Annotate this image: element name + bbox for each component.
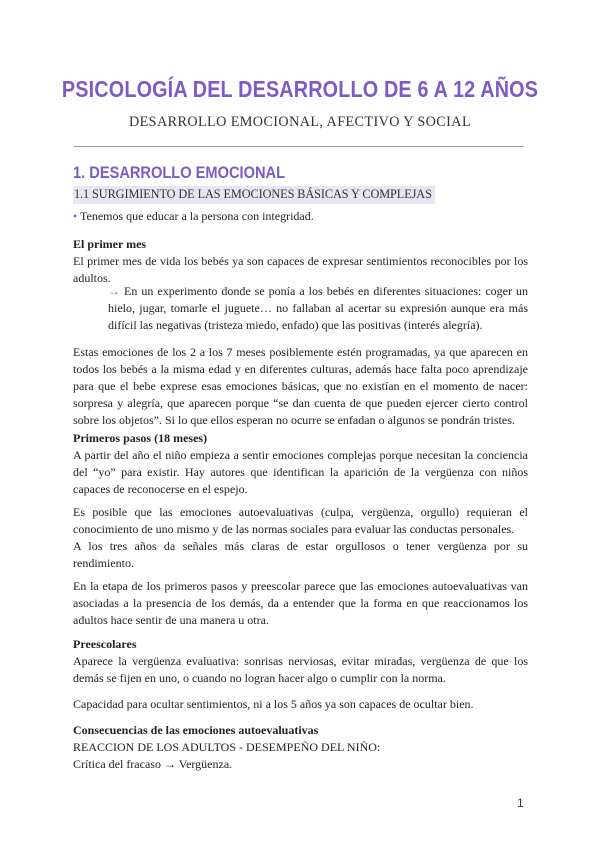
page-subtitle: DESARROLLO EMOCIONAL, AFECTIVO Y SOCIAL — [128, 114, 472, 130]
emociones-line: todos los bebés a la misma edad y en diferentes culturas, además hace falta poco aprendizaje — [73, 362, 528, 376]
autoevaluativas-line: Es posible que las emociones autoevaluativas (culpa, vergüenza, orgullo) requieran el — [73, 505, 528, 519]
section-heading: 1. DESARROLLO EMOCIONAL — [73, 163, 286, 182]
primeros-pasos-line: del “yo” para existir. Hay autores que identifican la aparición de la vergüenza con niños — [73, 465, 528, 479]
consecuencias-section — [73, 722, 528, 773]
capacidad-line: Capacidad para ocultar sentimientos, ni a los 5 años ya son capaces de ocultar bien. — [73, 697, 474, 711]
emociones-line: sorpresa y alegría, que aparecen porque “se dan cuenta de que pueden ejercer cierto control — [73, 396, 528, 410]
emociones-line: Estas emociones de los 2 a los 7 meses posiblemente estén programadas, ya que aparecen en — [73, 345, 528, 359]
experiment-line: hielo, jugar, tomarle el juguete… no fallaban al acertar su expresión aunque era más — [108, 301, 528, 315]
primeros-pasos-heading: Primeros pasos (18 meses) — [73, 431, 208, 445]
emociones-line: para que el bebe exprese esas emociones básicas, que no existían en el momento de nacer: — [73, 379, 528, 393]
autoevaluativas-paragraph — [73, 504, 528, 572]
primer-mes-line: adultos. — [73, 271, 111, 285]
subsection-heading: 1.1 SURGIMIENTO DE LAS EMOCIONES BÁSICAS Y COMPLEJAS — [73, 186, 435, 204]
critica-line: Crítica del fracaso → Vergüenza. — [73, 757, 233, 771]
primeros-pasos-line: capaces de reconocerse en el espejo. — [73, 482, 248, 496]
preescolar-paragraph — [73, 578, 528, 629]
autoevaluativas-line: A los tres años da señales más claras de estar orgullosos o tener vergüenza por su — [73, 539, 528, 553]
bullet-paragraph — [73, 208, 528, 225]
emociones-paragraph — [73, 344, 528, 429]
preescolar-line: En la etapa de los primeros pasos y preescolar parece que las emociones autoevaluativas van — [73, 579, 528, 593]
page-title: PSICOLOGÍA DEL DESARROLLO DE 6 A 12 AÑOS — [61, 76, 539, 102]
primer-mes-line: El primer mes de vida los bebés ya son capaces de expresar sentimientos reconocibles por los — [73, 254, 528, 268]
preescolares-line: Aparece la vergüenza evaluativa: sonrisas nerviosas, evitar miradas, vergüenza de que los — [73, 654, 528, 668]
bullet-text: Tenemos que educar a la persona con integridad. — [80, 209, 314, 223]
bullet-icon: • — [73, 209, 78, 223]
arrow-icon: → — [108, 284, 120, 298]
primer-mes-section — [73, 236, 528, 287]
experiment-line: En un experimento donde se ponía a los bebés en diferentes situaciones: coger un — [124, 284, 528, 298]
page-number: 1 — [517, 796, 524, 810]
autoevaluativas-line: conocimiento de uno mismo y de las normas sociales para evaluar las conductas personales. — [73, 522, 515, 536]
experiment-line: difícil las negativas (tristeza miedo, enfado) que las positivas (interés alegría). — [108, 318, 483, 332]
preescolares-section — [73, 636, 528, 687]
preescolares-line: demás se fijen en uno, o cuando no logran hacer algo o cumplir con la norma. — [73, 671, 446, 685]
preescolares-heading: Preescolares — [73, 637, 137, 651]
capacidad-paragraph — [73, 696, 528, 713]
reaccion-line: REACCION DE LOS ADULTOS - DESEMPEÑO DEL NIÑO: — [73, 740, 381, 754]
primeros-pasos-section — [73, 430, 528, 498]
autoevaluativas-line: rendimiento. — [73, 556, 134, 570]
preescolar-line: adultos hace sentir de una manera u otra. — [73, 613, 269, 627]
primer-mes-heading: El primer mes — [73, 237, 147, 251]
primeros-pasos-line: A partir del año el niño empieza a sentir emociones complejas porque necesitan la conciencia — [73, 448, 528, 462]
title-divider — [74, 146, 524, 147]
consecuencias-heading: Consecuencias de las emociones autoevaluativas — [73, 723, 319, 737]
emociones-line: sobre los objetos”. Si lo que ellos esperan no ocurre se enfadan o algunos se pondrán tristes. — [73, 413, 515, 427]
experiment-paragraph — [108, 283, 528, 334]
preescolar-line: asociadas a la presencia de los demás, da a entender que la forma en que reaccionamos los — [73, 596, 528, 610]
